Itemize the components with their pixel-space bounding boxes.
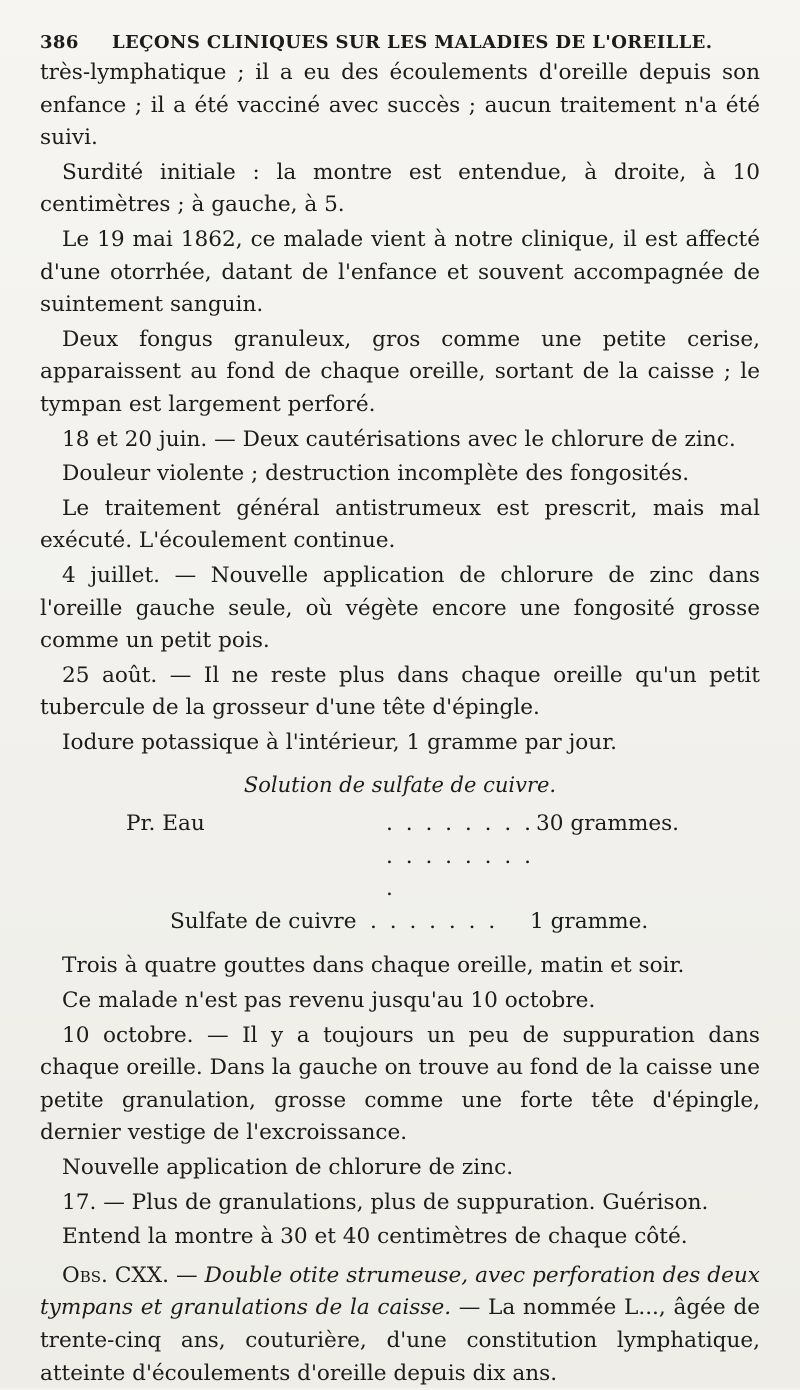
observation-dash: — — [168, 1262, 205, 1288]
paragraph: 18 et 20 juin. — Deux cautérisations avec le chlorure de zinc. — [62, 426, 736, 452]
page-body — [40, 57, 760, 1390]
paragraph: Deux fongus granuleux, gros comme une petite cerise, apparaissent au fond de chaque oreille, sortant de la caisse ; le tympan est largement perforé. — [40, 326, 760, 417]
observation-paragraph — [40, 1260, 760, 1390]
paragraph: Ce malade n'est pas revenu jusqu'au 10 octobre. — [62, 988, 596, 1014]
paragraph: 25 août. — Il ne reste plus dans chaque oreille qu'un petit tubercule de la grosseur d'une tête d'épingle. — [40, 662, 760, 721]
prescription-line — [170, 906, 760, 939]
page-header — [40, 32, 760, 53]
observation-title: Double otite strumeuse, avec perforation des deux tympans et granulations de la caisse. — [40, 1262, 760, 1321]
paragraph: Douleur violente ; destruction incomplète des fongosités. — [62, 461, 690, 487]
dot-leader: . . . . . . . . . . . . . . . . . — [386, 811, 534, 902]
paragraph: Nouvelle application de chlorure de zinc. — [62, 1155, 514, 1180]
paragraph: très-lymphatique ; il a eu des écoulements d'oreille depuis son enfance ; il a été vacciné avec succès ; aucun traitement n'a été suivi. — [40, 60, 760, 151]
observation-label: Obs. CXX. — [62, 1262, 169, 1288]
paragraph: 17. — Plus de granulations, plus de suppuration. Guérison. — [62, 1189, 709, 1215]
prescription-item: Pr. Eau — [126, 811, 205, 837]
paragraph: Le traitement général antistrumeux est prescrit, mais mal exécuté. L'écoulement continue. — [40, 495, 760, 554]
paragraph: 4 juillet. — Nouvelle application de chlorure de zinc dans l'oreille gauche seule, où végète encore une fongosité grosse comme un petit pois. — [40, 562, 760, 654]
prescription-quantity: 1 gramme. — [530, 908, 649, 934]
observation-text: — La nommée L..., âgée de trente-cinq ans, couturière, d'une constitution lymphatique, atteinte d'écoulements d'oreille depuis dix ans. — [40, 1295, 760, 1386]
dot-leader: . . . . . . . — [370, 908, 499, 934]
prescription-item: Sulfate de cuivre — [170, 908, 357, 934]
paragraph: 10 octobre. — Il y a toujours un peu de suppuration dans chaque oreille. Dans la gauche on trouve au fond de la caisse une petite granulation, grosse comme une forte tête d'épingle, dernier vestige de l'excroissance. — [40, 1022, 760, 1146]
paragraph: Entend la montre à 30 et 40 centimètres de chaque côté. — [62, 1224, 688, 1250]
paragraph: Iodure potassique à l'intérieur, 1 gramme par jour. — [62, 729, 618, 755]
solution-title: Solution de sulfate de cuivre. — [243, 773, 557, 798]
paragraph: Trois à quatre gouttes dans chaque oreille, matin et soir. — [62, 953, 685, 979]
prescription-quantity: 30 grammes. — [536, 811, 680, 837]
page-number: 386 — [40, 32, 79, 53]
running-title: LEÇONS CLINIQUES SUR LES MALADIES DE L'OREILLE. — [112, 32, 713, 53]
paragraph: Le 19 mai 1862, ce malade vient à notre clinique, il est affecté d'une otorrhée, datant de l'enfance et souvent accompagnée de suintement sanguin. — [40, 226, 760, 318]
prescription-line — [126, 808, 760, 906]
paragraph: Surdité initiale : la montre est entendue, à droite, à 10 centimètres ; à gauche, à 5. — [40, 159, 760, 218]
